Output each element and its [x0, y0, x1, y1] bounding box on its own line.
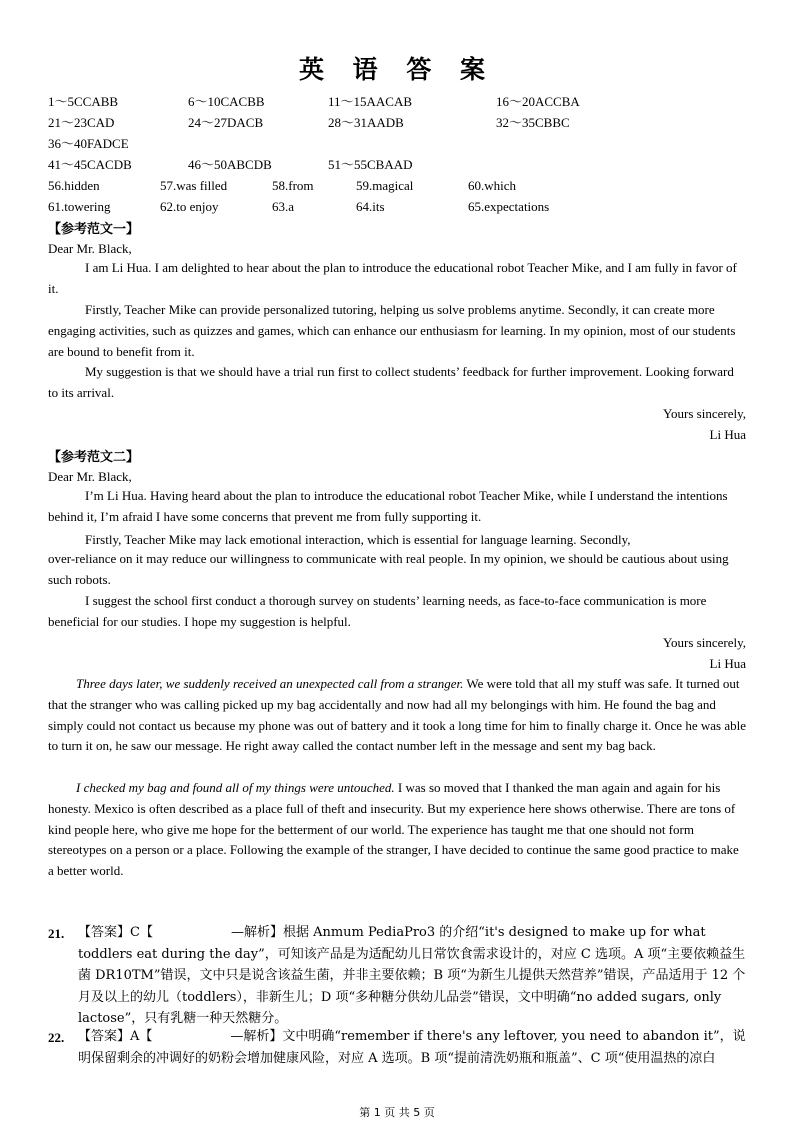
continuation-text: We were told that all my stuff was safe. It turned out that the stranger who was calling picked up my bag accidentally and now had all my belongings with him. He found the bag and simply could not contact us because my phone was out of battery and it took a long time for him to finally charge it. Once he was able to turn it on, he saw our message. He right away called the contact number left in the message and sent my bag back.	[48, 676, 746, 754]
essay1-paragraph: My suggestion is that we should have a trial run first to collect students’ feedback for further improvement. Looking forward to its arrival.	[48, 364, 734, 400]
essay2-signature: Li Hua	[709, 656, 746, 671]
answer-range: 51～55CBAAD	[328, 157, 413, 172]
essay1-paragraph: Firstly, Teacher Mike can provide personalized tutoring, helping us solve problems anytime. Secondly, it can create more engaging activities, such as quizzes and games, which can enhance our enthusiasm for learning. In my opinion, most of our students are bound to benefit from it.	[48, 302, 736, 359]
essay1-label: 【参考范文一】	[48, 222, 140, 237]
answer-item: 60.which	[468, 178, 517, 193]
page-title: 英 语 答 案	[298, 55, 496, 84]
essay1-salutation: Dear Mr. Black,	[48, 241, 132, 256]
answer-range: 6～10CACBB	[188, 94, 265, 109]
answer-item: 62.to enjoy	[160, 199, 219, 214]
answer-item: 57.was filled	[160, 178, 228, 193]
essay2-closing: Yours sincerely,	[662, 635, 746, 650]
answer-range: 1～5CCABB	[48, 94, 119, 109]
answer-range: 16～20ACCBA	[496, 94, 580, 109]
answer-item: 63.a	[272, 199, 295, 214]
answer-range: 41～45CACDB	[48, 157, 132, 172]
essay2-paragraph: I suggest the school first conduct a thorough survey on students’ learning needs, as face-to-face communication is more beneficial for our studies. I hope my suggestion is helpful.	[48, 593, 707, 629]
question-number: 21.	[48, 926, 65, 941]
continuation-text: I was so moved that I thanked the man again and again for his honesty. Mexico is often described as a place full of theft and insecurity. But my experience here shows otherwise. There are tons of kind people here, who give me hope for the betterment of our world. The experience has taught me that one should not form stereotypes on a person or a place. Following the example of the stranger, I have decided to continue the same good practice to make a better world.	[48, 780, 739, 879]
answer-item: 64.its	[356, 199, 385, 214]
answer-range: 11～15AACAB	[328, 94, 413, 109]
essay2-salutation: Dear Mr. Black,	[48, 469, 132, 484]
answer-range: 21～23CAD	[48, 115, 115, 130]
question-explanation: 【答案】C【 —解析】根据 Anmum PediaPro3 的介绍“it's designed to make up for what toddlers eat during the day”，可知该产品是为适配幼儿日常饮食需求设计的，对应 C 选项。A 项“主要依赖益生菌 DR10TM”错误，文中只是说含该益生菌，并非主要依赖；B 项“为新生儿提供天然营养”错误，产品适用于 12 个月及以上的幼儿（toddlers），非新生儿；D 项“多种糖分供幼儿品尝”错误，文中明确“no added sugars, only lactose”，只有乳糖一种天然糖分。	[78, 925, 746, 1026]
essay2-paragraph: over-reliance on it may reduce our willingness to communicate with real people. In my opinion, we should be cautious about using such robots.	[48, 551, 729, 587]
question-explanation: 【答案】A【 —解析】文中明确“remember if there's any leftover, you need to abandon it”，说明保留剩余的冲调好的奶粉会增加健康风险，对应 A 选项。B 项“提前清洗奶瓶和瓶盖”、C 项“使用温热的凉白	[78, 1029, 746, 1066]
essay1-paragraph: I am Li Hua. I am delighted to hear about the plan to introduce the educational robot Teacher Mike, and I am fully in favor of it.	[48, 260, 737, 296]
continuation-lead-sentence: I checked my bag and found all of my things were untouched.	[76, 780, 395, 795]
continuation-paragraph	[48, 674, 746, 757]
essay1-signature: Li Hua	[709, 427, 746, 442]
answer-item: 59.magical	[356, 178, 414, 193]
question-number: 22.	[48, 1030, 65, 1045]
answer-range: 36～40FADCE	[48, 136, 129, 151]
page-footer: 第 1 页 共 5 页	[359, 1106, 435, 1119]
answer-range: 24～27DACB	[188, 115, 264, 130]
answer-item: 56.hidden	[48, 178, 100, 193]
answer-item: 58.from	[272, 178, 314, 193]
continuation-lead-sentence: Three days later, we suddenly received an unexpected call from a stranger.	[76, 676, 464, 691]
continuation-paragraph	[48, 778, 746, 882]
answer-item: 61.towering	[48, 199, 111, 214]
essay1-closing: Yours sincerely,	[662, 406, 746, 421]
answer-item: 65.expectations	[468, 199, 550, 214]
essay2-paragraph: I’m Li Hua. Having heard about the plan to introduce the educational robot Teacher Mike, while I understand the intentions behind it, I’m afraid I have some concerns that prevent me from fully supporting it.	[48, 488, 728, 524]
essay2-paragraph-line: Firstly, Teacher Mike may lack emotional interaction, which is essential for language learning. Secondly,	[85, 532, 631, 547]
essay2-label: 【参考范文二】	[48, 450, 140, 465]
answer-range: 46～50ABCDB	[188, 157, 272, 172]
answer-range: 32～35CBBC	[496, 115, 570, 130]
answer-range: 28～31AADB	[328, 115, 404, 130]
